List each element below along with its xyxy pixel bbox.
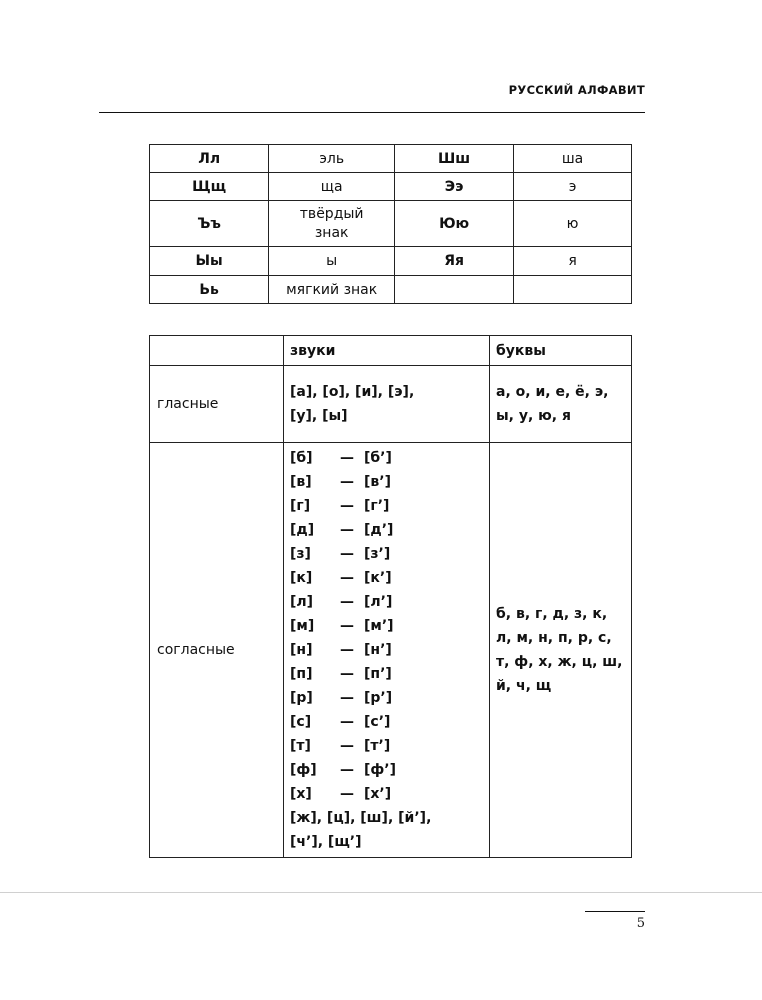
hard-sound: [д] <box>290 522 315 538</box>
consonant-pair <box>290 662 489 686</box>
letter-cell: Юю <box>395 201 514 247</box>
soft-sound: [в’] <box>364 474 391 490</box>
letter-cell <box>395 276 514 304</box>
consonant-pair <box>290 494 489 518</box>
hard-sound: [з] <box>290 546 311 562</box>
soft-sound: [б’] <box>364 450 392 466</box>
page-number: 5 <box>636 916 645 931</box>
soft-sound: [г’] <box>364 498 390 514</box>
pair-dash: — <box>340 594 354 610</box>
pair-dash: — <box>340 690 354 706</box>
hard-sound: [п] <box>290 666 313 682</box>
consonant-pair <box>290 686 489 710</box>
hard-sound: [л] <box>290 594 314 610</box>
pair-dash: — <box>340 474 354 490</box>
consonant-pair <box>290 734 489 758</box>
hard-sound: [н] <box>290 642 313 658</box>
hard-sound: [с] <box>290 714 312 730</box>
letter-name-cell: мягкий знак <box>269 276 395 304</box>
pair-dash: — <box>340 714 354 730</box>
sounds-table-header <box>150 336 632 366</box>
soft-sound: [т’] <box>364 738 391 754</box>
letter-name-cell: эль <box>269 145 395 173</box>
consonant-pairs <box>290 446 489 806</box>
header-cell-letters: буквы <box>490 336 632 366</box>
page-number-rule <box>585 911 645 912</box>
hard-sound: [к] <box>290 570 313 586</box>
consonant-pair <box>290 470 489 494</box>
soft-sound: [н’] <box>364 642 392 658</box>
letter-name-cell: ы <box>269 247 395 276</box>
consonant-letters-line: т, ф, х, ж, ц, ш, <box>496 654 623 670</box>
alphabet-row <box>150 173 632 201</box>
alphabet-table <box>149 144 632 304</box>
consonant-letters <box>490 443 632 858</box>
consonants-row <box>150 443 632 858</box>
vowels-letters <box>490 366 632 443</box>
letter-name-cell: ю <box>514 201 632 247</box>
pair-dash: — <box>340 570 354 586</box>
letter-cell: Яя <box>395 247 514 276</box>
hard-sound: [х] <box>290 786 312 802</box>
vowel-letters-line: ы, у, ю, я <box>496 408 571 424</box>
letter-cell: Лл <box>150 145 269 173</box>
unpaired-sounds-line: [ч’], [щ’] <box>290 834 362 850</box>
pair-dash: — <box>340 498 354 514</box>
pair-dash: — <box>340 642 354 658</box>
letter-cell: Ъъ <box>150 201 269 247</box>
soft-sound: [л’] <box>364 594 393 610</box>
letter-name-cell: ша <box>514 145 632 173</box>
alphabet-row <box>150 145 632 173</box>
consonant-pair <box>290 614 489 638</box>
pair-dash: — <box>340 522 354 538</box>
unpaired-sounds-line: [ж], [ц], [ш], [й’], <box>290 810 432 826</box>
hard-sound: [в] <box>290 474 312 490</box>
letter-cell: Шш <box>395 145 514 173</box>
letter-name-cell: э <box>514 173 632 201</box>
vowel-letters-line: а, о, и, е, ё, э, <box>496 384 609 400</box>
alphabet-row <box>150 201 632 247</box>
consonant-letters-line: б, в, г, д, з, к, <box>496 606 608 622</box>
alphabet-row <box>150 276 632 304</box>
hard-sound: [р] <box>290 690 313 706</box>
pair-dash: — <box>340 618 354 634</box>
consonants-label: согласные <box>150 443 284 858</box>
hard-sound: [т] <box>290 738 311 754</box>
pair-dash: — <box>340 738 354 754</box>
consonant-pair <box>290 542 489 566</box>
consonant-sounds <box>284 443 490 858</box>
vowel-sounds-line: [у], [ы] <box>290 408 348 424</box>
consonant-letters-line: л, м, н, п, р, с, <box>496 630 612 646</box>
soft-sound: [р’] <box>364 690 393 706</box>
pair-dash: — <box>340 786 354 802</box>
letter-name-cell: я <box>514 247 632 276</box>
header-rule <box>99 112 645 113</box>
pair-dash: — <box>340 762 354 778</box>
soft-sound: [х’] <box>364 786 392 802</box>
letter-cell: Ыы <box>150 247 269 276</box>
soft-sound: [м’] <box>364 618 394 634</box>
hard-sound: [м] <box>290 618 315 634</box>
consonant-pair <box>290 518 489 542</box>
vowel-sounds-line: [а], [о], [и], [э], <box>290 384 415 400</box>
soft-sound: [ф’] <box>364 762 397 778</box>
consonant-pair <box>290 638 489 662</box>
consonant-pair <box>290 566 489 590</box>
vowels-sounds <box>284 366 490 443</box>
consonant-pair <box>290 782 489 806</box>
footer-divider <box>0 892 762 893</box>
letter-cell: Щщ <box>150 173 269 201</box>
soft-sound: [п’] <box>364 666 392 682</box>
consonant-pair <box>290 590 489 614</box>
soft-sound: [с’] <box>364 714 391 730</box>
letter-cell: Ээ <box>395 173 514 201</box>
soft-sound: [д’] <box>364 522 394 538</box>
consonant-pair <box>290 710 489 734</box>
header-cell-empty <box>150 336 284 366</box>
alphabet-row <box>150 247 632 276</box>
letter-name-cell: ща <box>269 173 395 201</box>
letter-name-cell: твёрдый знак <box>269 201 395 247</box>
hard-sound: [г] <box>290 498 311 514</box>
sounds-table <box>149 335 632 858</box>
vowels-row <box>150 366 632 443</box>
letter-name-cell <box>514 276 632 304</box>
pair-dash: — <box>340 546 354 562</box>
vowels-label: гласные <box>150 366 284 443</box>
consonant-letters-block <box>496 602 631 698</box>
letter-cell: Ьь <box>150 276 269 304</box>
hard-sound: [б] <box>290 450 313 466</box>
pair-dash: — <box>340 666 354 682</box>
consonant-pair <box>290 758 489 782</box>
page-header-title: РУССКИЙ АЛФАВИТ <box>508 83 645 97</box>
header-cell-sounds: звуки <box>284 336 490 366</box>
pair-dash: — <box>340 450 354 466</box>
consonant-letters-line: й, ч, щ <box>496 678 552 694</box>
consonant-pair <box>290 446 489 470</box>
hard-sound: [ф] <box>290 762 317 778</box>
soft-sound: [з’] <box>364 546 391 562</box>
soft-sound: [к’] <box>364 570 392 586</box>
